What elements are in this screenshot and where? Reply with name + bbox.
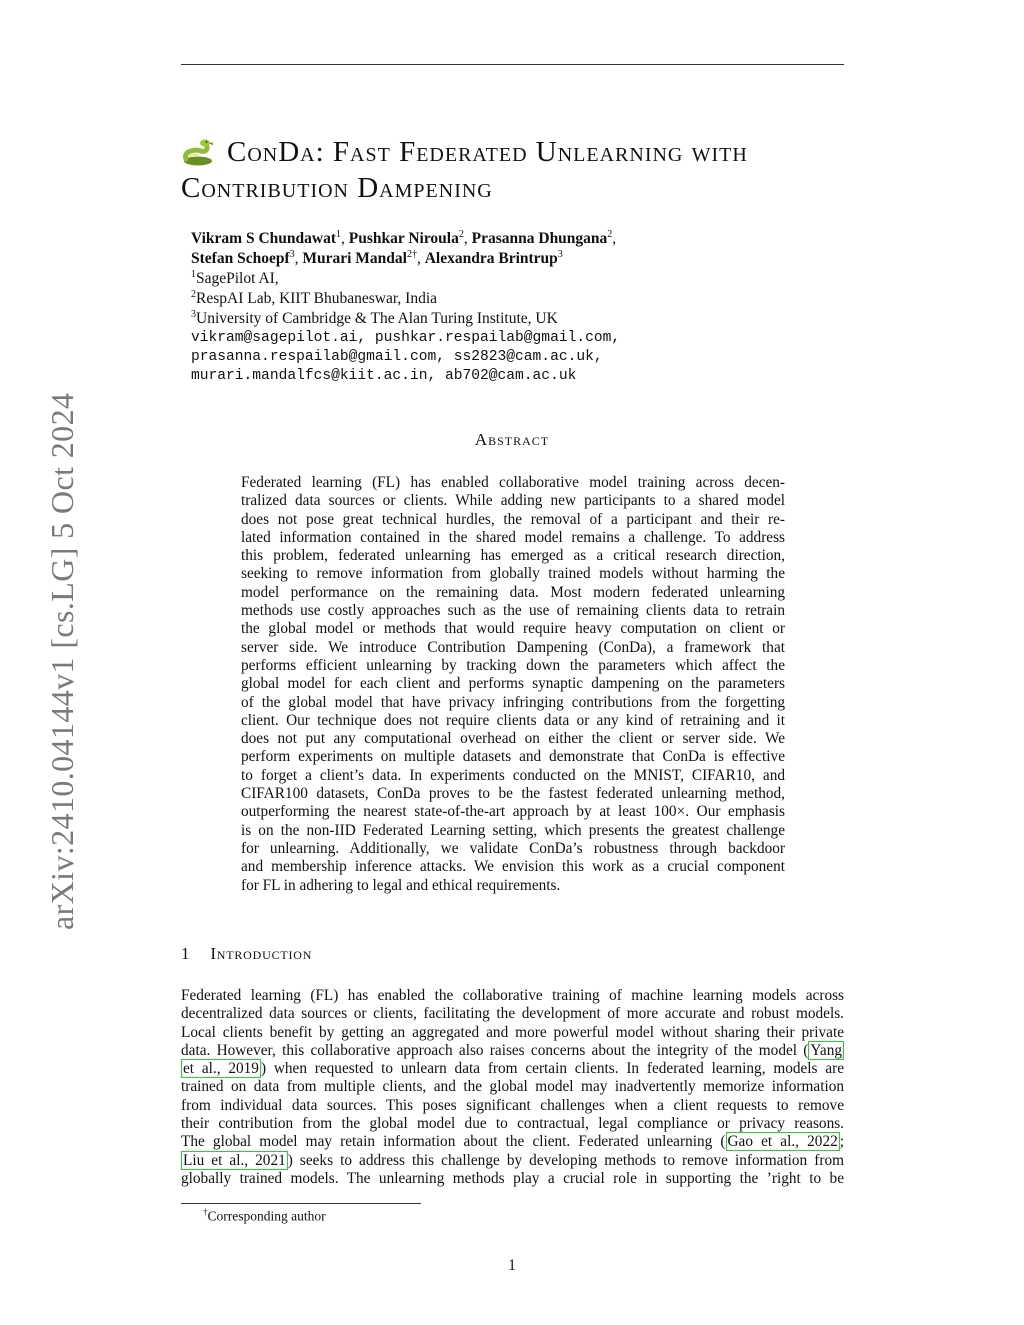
author-name: Prasanna Dhungana (471, 230, 608, 247)
intro-line (181, 1078, 844, 1096)
intro-line (181, 1133, 844, 1151)
affiliation-text: RespAI Lab, KIIT Bhubaneswar, India (196, 290, 437, 307)
intro-text: Federated learning (FL) has enabled the collaborative training of machine learning models across (181, 987, 844, 1004)
affiliation (191, 309, 831, 329)
abstract-line: seeking to remove information from globally trained models without harming the (241, 565, 785, 583)
abstract-line: does not pose great technical hurdles, the removal of a participant and their re- (241, 510, 785, 528)
abstract-line: for unlearning. Additionally, we validate ConDa’s robustness through backdoor (241, 839, 785, 857)
intro-line (181, 1152, 844, 1170)
abstract-line: of the global model that have privacy infringing contributions from the forgetting (241, 693, 785, 711)
affiliation-sup: 3 (191, 308, 196, 320)
intro-text: trained on data from multiple clients, and the global model may inadvertently memorize information (181, 1078, 844, 1096)
author-sep: , (612, 230, 617, 247)
abstract-line: CIFAR100 datasets, ConDa proves to be the fastest federated unlearning method, (241, 785, 785, 803)
intro-text: their contribution from the global model due to contractual, legal compliance or privacy reasons. (181, 1115, 844, 1133)
author-sup: 3 (289, 248, 295, 260)
author-block (191, 229, 831, 386)
title-text-line-1: ConDa: Fast Federated Unlearning with (227, 136, 748, 168)
author-sep: , (463, 230, 472, 247)
introduction-body (181, 987, 844, 1188)
abstract-line: the global model or methods that would require heavy computation on client or (241, 620, 785, 638)
abstract-line: server side. We introduce Contribution Dampening (ConDa), a framework that (241, 638, 785, 656)
intro-text: from individual data sources. This poses significant challenges when a client requests to remove (181, 1096, 844, 1114)
abstract-line: methods use costly approaches such as the use of remaining clients data to retrain (241, 602, 785, 620)
intro-line (181, 1170, 844, 1188)
section-title: Introduction (210, 944, 313, 963)
intro-line (181, 1097, 844, 1115)
citation-link[interactable]: et al., 2019 (183, 1060, 259, 1078)
abstract-line: for FL in adhering to legal and ethical requirements. (241, 876, 561, 894)
page-number: 1 (508, 1257, 516, 1274)
abstract-line: client. Our technique does not require clients data or any kind of retraining and it (241, 711, 785, 729)
header-rule (181, 64, 844, 65)
author-name: Pushkar Niroula (348, 230, 459, 247)
intro-line (181, 987, 844, 1005)
abstract-line: outperforming the nearest state-of-the-art approach by at least 100×. Our emphasis (241, 803, 785, 821)
author-names (191, 229, 831, 269)
citation-link[interactable]: Yang (810, 1041, 842, 1059)
abstract-line: is on the non-IID Federated Learning setting, which presents the greatest challenge (241, 821, 785, 839)
citation-link[interactable]: Gao et al., 2022 (727, 1133, 838, 1151)
author-sup: 2 (607, 228, 613, 240)
affiliation-sup: 2 (191, 288, 196, 300)
footnote-mark: † (203, 1207, 208, 1217)
intro-text: The global model may retain information about the client. Federated unlearning ( (181, 1133, 726, 1151)
abstract-body (241, 474, 785, 895)
intro-line (181, 1060, 844, 1078)
footnote-text: Corresponding author (207, 1208, 326, 1224)
abstract-line: lated information contained in the shared model remains a challenge. To address (241, 528, 785, 546)
abstract-line: and membership inference attacks. We envision this work as a crucial component (241, 858, 785, 876)
abstract-line: does not put any computational overhead on either the client or server side. We (241, 730, 785, 748)
author-name: Vikram S Chundawat (191, 230, 336, 247)
intro-line (181, 1042, 844, 1060)
abstract-line: model performance on the remaining data. Most modern federated unlearning (241, 583, 785, 601)
intro-text: data. However, this collaborative approach also raises concerns about the integrity of the model ( (181, 1041, 809, 1059)
author-sup: 2† (406, 248, 417, 260)
affiliation-text: SagePilot AI, (196, 270, 279, 287)
author-sep: , (294, 250, 303, 267)
author-sup: 2 (458, 228, 464, 240)
section-number: 1 (181, 944, 191, 963)
intro-text: ) seeks to address this challenge by developing methods to remove information from (287, 1151, 844, 1169)
abstract-line: tralized data sources or clients. While adding new participants to a shared model (241, 492, 785, 510)
author-sep: , (341, 230, 349, 247)
abstract-heading: Abstract (474, 430, 550, 449)
footnote-rule (181, 1203, 421, 1204)
paper-title (181, 134, 844, 206)
intro-text: Local clients benefit by getting an aggregated and more powerful model without sharing their private (181, 1023, 844, 1041)
affiliation-sup: 1 (191, 268, 196, 280)
intro-text: ; (839, 1133, 844, 1151)
affiliation (191, 269, 831, 289)
abstract-line: performs efficient unlearning by tracking down the parameters which affect the (241, 656, 785, 674)
author-sup: 1 (336, 228, 341, 240)
intro-text: ) when requested to unlearn data from certain clients. In federated learning, models are (260, 1060, 844, 1078)
abstract-line: global model for each client and performs synaptic dampening on the parameters (241, 675, 785, 693)
citation-link[interactable]: Liu et al., 2021 (183, 1151, 286, 1169)
email-line[interactable]: vikram@sagepilot.ai, pushkar.respailab@gmail.com, (191, 330, 621, 346)
author-sup: 3 (557, 248, 563, 260)
abstract-line: Federated learning (FL) has enabled collaborative model training across decen- (241, 474, 785, 491)
email-line[interactable]: prasanna.respailab@gmail.com, ss2823@cam.ac.uk, (191, 349, 603, 365)
author-sep: , (416, 250, 425, 267)
footnote (203, 1207, 326, 1225)
intro-text: decentralized data sources or clients, facilitating the development of more accurate and robust models. (181, 1005, 844, 1023)
title-line-1 (181, 134, 844, 170)
email-line[interactable]: murari.mandalfcs@kiit.ac.in, ab702@cam.ac.uk (191, 368, 577, 384)
author-name: Alexandra Brintrup (424, 250, 558, 267)
intro-line (181, 1005, 844, 1023)
author-name: Murari Mandal (302, 250, 407, 267)
intro-line (181, 1115, 844, 1133)
arxiv-stamp: arXiv:2410.04144v1 [cs.LG] 5 Oct 2024 (44, 392, 80, 930)
author-name: Stefan Schoepf (191, 250, 290, 267)
affiliation (191, 289, 831, 309)
abstract-line: to forget a client’s data. In experiments conducted on the MNIST, CIFAR10, and (241, 766, 785, 784)
abstract-line: this problem, federated unlearning has emerged as a critical research direction, (241, 547, 785, 565)
section-heading-introduction (181, 944, 312, 964)
snake-icon (181, 137, 215, 167)
abstract-line: perform experiments on multiple datasets and demonstrate that ConDa is effective (241, 748, 785, 766)
affiliation-text: University of Cambridge & The Alan Turing Institute, UK (196, 310, 558, 327)
title-text-line-2: Contribution Dampening (181, 172, 493, 204)
intro-text: globally trained models. The unlearning methods play a crucial role in supporting the ’right to be (181, 1169, 844, 1187)
intro-line (181, 1024, 844, 1042)
